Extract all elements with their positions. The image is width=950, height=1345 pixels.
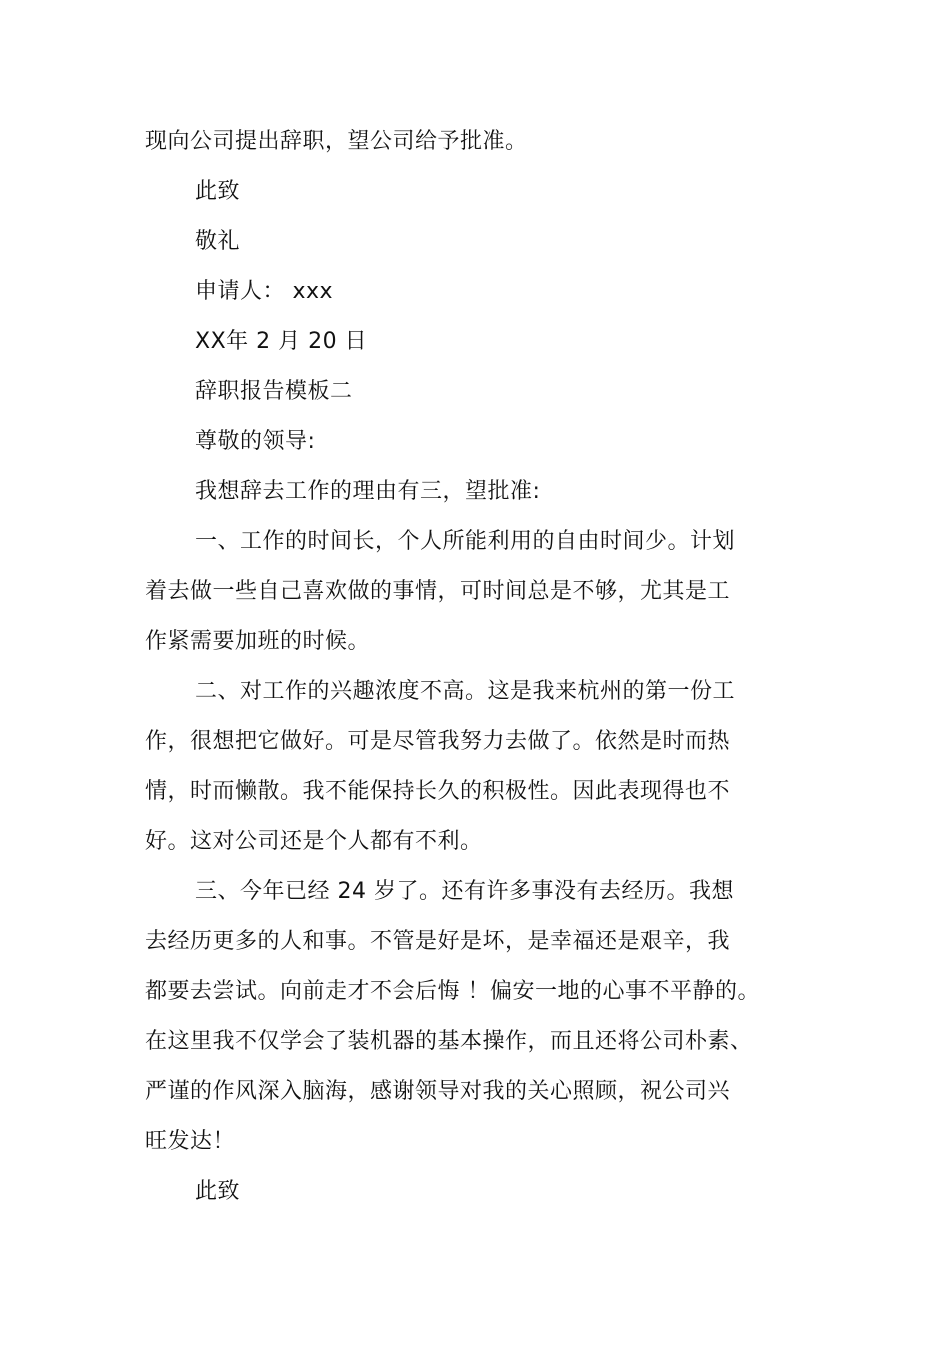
reason-two-line: 二、对工作的兴趣浓度不高。这是我来杭州的第一份工: [195, 679, 736, 704]
reason-three-line: 都要去尝试。向前走才不会后悔 ！偏安一地的心事不平静的。: [145, 979, 760, 1004]
closing-regards: 敬礼: [195, 229, 241, 254]
greeting: 尊敬的领导:: [195, 429, 316, 454]
reason-two-line: 作，很想把它做好。可是尽管我努力去做了。依然是时而热: [145, 729, 731, 754]
reason-three-line: 严谨的作风深入脑海，感谢领导对我的关心照顾，祝公司兴: [145, 1079, 731, 1104]
applicant-line: 申请人： xxx: [195, 279, 334, 304]
reason-three-line: 去经历更多的人和事。不管是好是坏，是幸福还是艰辛，我: [145, 929, 731, 954]
reason-one-line: 作紧需要加班的时候。: [145, 629, 371, 654]
reason-three-line: 三、今年已经 24 岁了。还有许多事没有去经历。我想: [195, 879, 734, 904]
reason-two-line: 好。这对公司还是个人都有不利。: [145, 829, 483, 854]
reason-three-line: 旺发达！: [145, 1129, 236, 1154]
closing-salutation: 此致: [195, 1179, 241, 1204]
closing-salutation: 此致: [195, 179, 241, 204]
date-line: XX年 2 月 20 日: [195, 329, 368, 354]
reason-one-line: 一、工作的时间长，个人所能利用的自由时间少。计划: [195, 529, 736, 554]
reason-three-line: 在这里我不仅学会了装机器的基本操作，而且还将公司朴素、: [145, 1029, 753, 1054]
reason-one-line: 着去做一些自己喜欢做的事情，可时间总是不够，尤其是工: [145, 579, 731, 604]
section-title: 辞职报告模板二: [195, 379, 353, 404]
intro-line: 我想辞去工作的理由有三，望批准:: [195, 479, 541, 504]
reason-two-line: 情，时而懒散。我不能保持长久的积极性。因此表现得也不: [145, 779, 731, 804]
text-line: 现向公司提出辞职，望公司给予批准。: [145, 129, 528, 154]
